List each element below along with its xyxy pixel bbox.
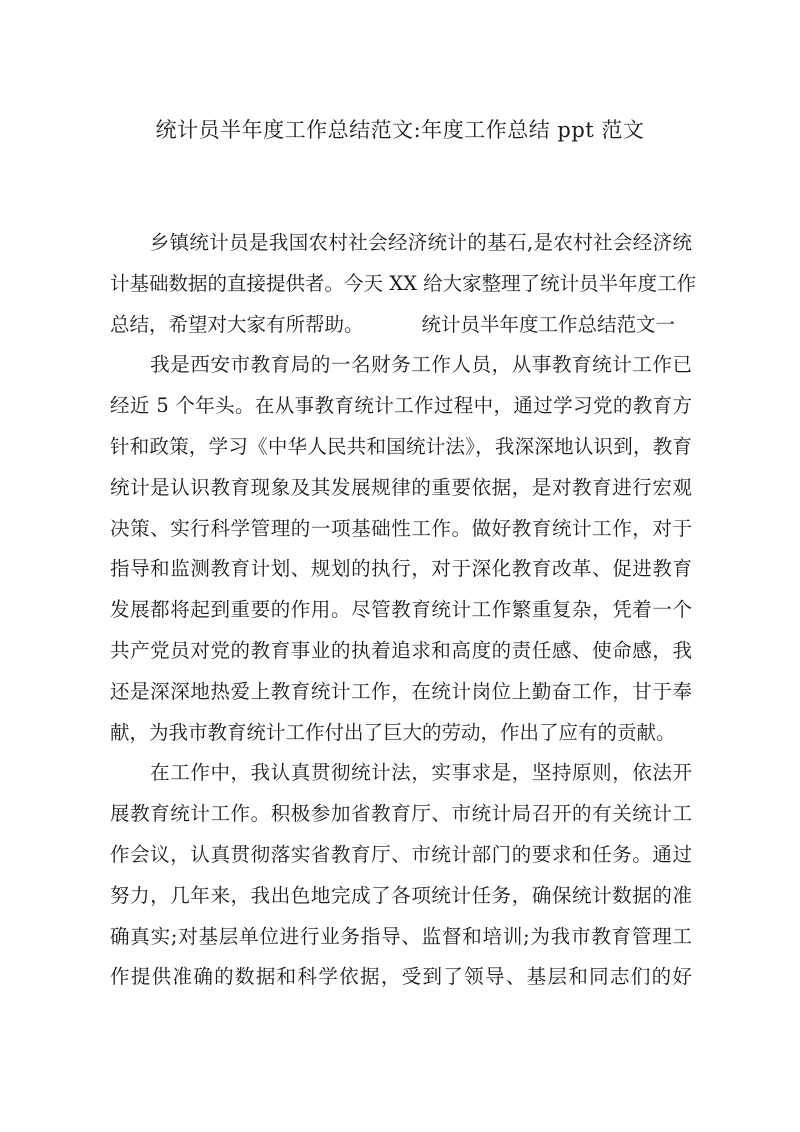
paragraph-line: 决策、实行科学管理的一项基础性工作。做好教育统计工作，对于 (110, 516, 692, 540)
paragraph-1 (110, 223, 697, 345)
paragraph-line: 确真实;对基层单位进行业务指导、监督和培训;为我市教育管理工 (110, 924, 692, 948)
paragraph-line: 计基础数据的直接提供者。今天 XX 给大家整理了统计员半年度工作 (110, 271, 697, 295)
paragraph-line: 乡镇统计员是我国农村社会经济统计的基石,是农村社会经济统 (110, 231, 692, 254)
paragraph-line: 经近 5 个年头。在从事教育统计工作过程中，通过学习党的教育方 (110, 394, 692, 418)
paragraph-line: 作提供准确的数据和科学依据，受到了领导、基层和同志们的好 (110, 965, 692, 989)
paragraph-line: 我是西安市教育局的一名财务工作人员，从事教育统计工作已 (110, 353, 692, 377)
document-title: 统计员半年度工作总结范文:年度工作总结 ppt 范文 (155, 118, 645, 142)
document-body (110, 223, 697, 998)
paragraph-line: 总结，希望对大家有所帮助。 (110, 312, 364, 336)
paragraph-line: 针和政策，学习《中华人民共和国统计法》，我深深地认识到，教育 (110, 434, 692, 458)
paragraph-line: 努力，几年来，我出色地完成了各项统计任务，确保统计数据的准 (110, 883, 692, 907)
paragraph-line: 展教育统计工作。积极参加省教育厅、市统计局召开的有关统计工 (110, 802, 692, 826)
paragraph-2 (110, 345, 692, 753)
paragraph-line: 还是深深地热爱上教育统计工作，在统计岗位上勤奋工作，甘于奉 (110, 679, 692, 703)
paragraph-line: 作会议，认真贯彻落实省教育厅、市统计部门的要求和任务。通过 (110, 842, 692, 866)
paragraph-line: 献，为我市教育统计工作付出了巨大的劳动，作出了应有的贡献。 (110, 720, 676, 744)
paragraph-line: 发展都将起到重要的作用。尽管教育统计工作繁重复杂，凭着一个 (110, 598, 692, 622)
paragraph-line-with-heading (110, 305, 692, 346)
paragraph-3 (110, 753, 692, 998)
paragraph-line: 统计是认识教育现象及其发展规律的重要依据，是对教育进行宏观 (110, 475, 692, 499)
paragraph-line: 指导和监测教育计划、规划的执行，对于深化教育改革、促进教育 (110, 557, 692, 581)
paragraph-line: 在工作中，我认真贯彻统计法，实事求是，坚持原则，依法开 (110, 761, 692, 785)
section-heading: 统计员半年度工作总结范文一 (421, 312, 676, 336)
paragraph-line: 共产党员对党的教育事业的执着追求和高度的责任感、使命感，我 (110, 638, 692, 662)
